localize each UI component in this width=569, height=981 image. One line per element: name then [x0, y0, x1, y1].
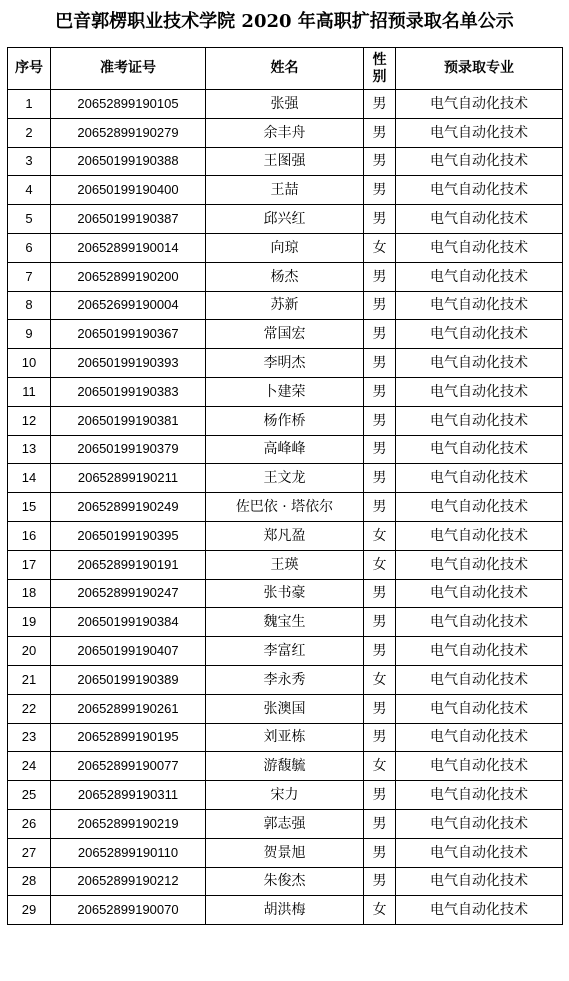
- cell-major: 电气自动化技术: [396, 205, 563, 234]
- cell-index: 6: [8, 233, 51, 262]
- cell-index: 20: [8, 637, 51, 666]
- cell-sex: 男: [364, 867, 396, 896]
- cell-exam-number: 20650199190387: [51, 205, 206, 234]
- cell-name: 高峰峰: [206, 435, 364, 464]
- cell-major: 电气自动化技术: [396, 809, 563, 838]
- cell-major: 电气自动化技术: [396, 406, 563, 435]
- cell-name: 常国宏: [206, 320, 364, 349]
- cell-index: 13: [8, 435, 51, 464]
- cell-major: 电气自动化技术: [396, 377, 563, 406]
- cell-index: 17: [8, 550, 51, 579]
- cell-exam-number: 20652899190279: [51, 118, 206, 147]
- cell-sex: 男: [364, 118, 396, 147]
- cell-name: 杨杰: [206, 262, 364, 291]
- cell-exam-number: 20652899190249: [51, 493, 206, 522]
- column-header-sex-line1: 性: [372, 51, 387, 68]
- column-header-index: 序号: [8, 48, 51, 90]
- cell-major: 电气自动化技术: [396, 665, 563, 694]
- table-row: [8, 262, 563, 291]
- cell-exam-number: 20652899190211: [51, 464, 206, 493]
- cell-index: 25: [8, 781, 51, 810]
- cell-sex: 男: [364, 176, 396, 205]
- cell-sex: 男: [364, 781, 396, 810]
- cell-index: 7: [8, 262, 51, 291]
- cell-exam-number: 20650199190381: [51, 406, 206, 435]
- cell-index: 12: [8, 406, 51, 435]
- cell-exam-number: 20650199190388: [51, 147, 206, 176]
- table-row: [8, 291, 563, 320]
- cell-exam-number: 20652899190195: [51, 723, 206, 752]
- cell-exam-number: 20652899190200: [51, 262, 206, 291]
- cell-exam-number: 20652899190070: [51, 896, 206, 925]
- column-header-major: 预录取专业: [396, 48, 563, 90]
- cell-exam-number: 20650199190400: [51, 176, 206, 205]
- table-row: [8, 781, 563, 810]
- cell-index: 1: [8, 90, 51, 119]
- cell-index: 8: [8, 291, 51, 320]
- cell-name: 朱俊杰: [206, 867, 364, 896]
- cell-major: 电气自动化技术: [396, 521, 563, 550]
- cell-exam-number: 20652899190261: [51, 694, 206, 723]
- cell-index: 9: [8, 320, 51, 349]
- cell-major: 电气自动化技术: [396, 118, 563, 147]
- column-header-exam-number: 准考证号: [51, 48, 206, 90]
- cell-exam-number: 20650199190384: [51, 608, 206, 637]
- table-row: [8, 349, 563, 378]
- table-row: [8, 665, 563, 694]
- table-row: [8, 176, 563, 205]
- table-row: [8, 521, 563, 550]
- cell-index: 22: [8, 694, 51, 723]
- table-row: [8, 435, 563, 464]
- cell-index: 19: [8, 608, 51, 637]
- table-body: [8, 90, 563, 925]
- cell-name: 李富红: [206, 637, 364, 666]
- table-row: [8, 233, 563, 262]
- cell-major: 电气自动化技术: [396, 435, 563, 464]
- cell-major: 电气自动化技术: [396, 694, 563, 723]
- cell-index: 15: [8, 493, 51, 522]
- cell-name: 卜建荣: [206, 377, 364, 406]
- table-row: [8, 406, 563, 435]
- table-row: [8, 608, 563, 637]
- cell-sex: 男: [364, 579, 396, 608]
- cell-name: 张强: [206, 90, 364, 119]
- cell-sex: 男: [364, 90, 396, 119]
- cell-sex: 女: [364, 521, 396, 550]
- table-row: [8, 550, 563, 579]
- cell-exam-number: 20652899190110: [51, 838, 206, 867]
- table-header: [8, 48, 563, 90]
- table-row: [8, 809, 563, 838]
- cell-sex: 女: [364, 233, 396, 262]
- cell-exam-number: 20652899190105: [51, 90, 206, 119]
- cell-name: 余丰舟: [206, 118, 364, 147]
- table-row: [8, 377, 563, 406]
- cell-index: 27: [8, 838, 51, 867]
- cell-index: 10: [8, 349, 51, 378]
- cell-major: 电气自动化技术: [396, 723, 563, 752]
- admission-list-table: [7, 47, 563, 925]
- cell-exam-number: 20652899190247: [51, 579, 206, 608]
- cell-index: 2: [8, 118, 51, 147]
- cell-major: 电气自动化技术: [396, 349, 563, 378]
- table-row: [8, 579, 563, 608]
- cell-major: 电气自动化技术: [396, 90, 563, 119]
- page-title: 巴音郭楞职业技术学院 2020 年高职扩招预录取名单公示: [55, 11, 514, 32]
- cell-name: 王文龙: [206, 464, 364, 493]
- table-row: [8, 493, 563, 522]
- cell-index: 18: [8, 579, 51, 608]
- table-row: [8, 752, 563, 781]
- cell-sex: 女: [364, 550, 396, 579]
- cell-name: 李永秀: [206, 665, 364, 694]
- table-row: [8, 464, 563, 493]
- cell-exam-number: 20650199190367: [51, 320, 206, 349]
- column-header-sex: [364, 48, 396, 90]
- cell-major: 电气自动化技术: [396, 233, 563, 262]
- cell-major: 电气自动化技术: [396, 579, 563, 608]
- cell-sex: 男: [364, 838, 396, 867]
- cell-sex: 女: [364, 896, 396, 925]
- cell-exam-number: 20652899190191: [51, 550, 206, 579]
- column-header-sex-line2: 别: [372, 68, 387, 85]
- cell-exam-number: 20650199190395: [51, 521, 206, 550]
- cell-major: 电气自动化技术: [396, 896, 563, 925]
- cell-exam-number: 20652899190311: [51, 781, 206, 810]
- cell-name: 张书豪: [206, 579, 364, 608]
- table-row: [8, 320, 563, 349]
- cell-name: 李明杰: [206, 349, 364, 378]
- cell-sex: 男: [364, 464, 396, 493]
- cell-major: 电气自动化技术: [396, 752, 563, 781]
- cell-major: 电气自动化技术: [396, 320, 563, 349]
- table-row: [8, 723, 563, 752]
- cell-major: 电气自动化技术: [396, 838, 563, 867]
- column-header-name: 姓名: [206, 48, 364, 90]
- cell-index: 21: [8, 665, 51, 694]
- cell-name: 苏新: [206, 291, 364, 320]
- cell-name: 向琼: [206, 233, 364, 262]
- cell-sex: 男: [364, 291, 396, 320]
- cell-major: 电气自动化技术: [396, 493, 563, 522]
- cell-index: 4: [8, 176, 51, 205]
- cell-index: 29: [8, 896, 51, 925]
- cell-name: 魏宝生: [206, 608, 364, 637]
- cell-name: 贺景旭: [206, 838, 364, 867]
- cell-sex: 男: [364, 435, 396, 464]
- cell-name: 佐巴依 · 塔依尔: [206, 493, 364, 522]
- cell-exam-number: 20650199190393: [51, 349, 206, 378]
- cell-sex: 男: [364, 262, 396, 291]
- cell-name: 宋力: [206, 781, 364, 810]
- cell-major: 电气自动化技术: [396, 291, 563, 320]
- cell-index: 26: [8, 809, 51, 838]
- cell-index: 24: [8, 752, 51, 781]
- table-row: [8, 694, 563, 723]
- cell-major: 电气自动化技术: [396, 637, 563, 666]
- table-row: [8, 205, 563, 234]
- cell-sex: 男: [364, 694, 396, 723]
- cell-exam-number: 20652899190219: [51, 809, 206, 838]
- cell-exam-number: 20650199190379: [51, 435, 206, 464]
- cell-index: 28: [8, 867, 51, 896]
- cell-index: 16: [8, 521, 51, 550]
- cell-major: 电气自动化技术: [396, 262, 563, 291]
- cell-exam-number: 20652899190077: [51, 752, 206, 781]
- cell-name: 张澳国: [206, 694, 364, 723]
- table-row: [8, 118, 563, 147]
- cell-sex: 男: [364, 809, 396, 838]
- header-row: [8, 48, 563, 90]
- cell-major: 电气自动化技术: [396, 781, 563, 810]
- table-row: [8, 90, 563, 119]
- cell-index: 14: [8, 464, 51, 493]
- cell-sex: 男: [364, 723, 396, 752]
- cell-sex: 男: [364, 205, 396, 234]
- cell-major: 电气自动化技术: [396, 550, 563, 579]
- cell-major: 电气自动化技术: [396, 608, 563, 637]
- cell-sex: 男: [364, 320, 396, 349]
- cell-name: 杨作桥: [206, 406, 364, 435]
- cell-name: 邱兴红: [206, 205, 364, 234]
- cell-sex: 男: [364, 493, 396, 522]
- cell-name: 王图强: [206, 147, 364, 176]
- cell-sex: 男: [364, 377, 396, 406]
- cell-index: 11: [8, 377, 51, 406]
- cell-index: 23: [8, 723, 51, 752]
- cell-name: 郭志强: [206, 809, 364, 838]
- table-row: [8, 867, 563, 896]
- cell-index: 3: [8, 147, 51, 176]
- cell-name: 王喆: [206, 176, 364, 205]
- cell-exam-number: 20650199190389: [51, 665, 206, 694]
- cell-major: 电气自动化技术: [396, 147, 563, 176]
- cell-name: 王瑛: [206, 550, 364, 579]
- cell-name: 刘亚栋: [206, 723, 364, 752]
- cell-sex: 女: [364, 752, 396, 781]
- cell-major: 电气自动化技术: [396, 464, 563, 493]
- cell-sex: 男: [364, 608, 396, 637]
- cell-sex: 女: [364, 665, 396, 694]
- cell-name: 游馥毓: [206, 752, 364, 781]
- cell-major: 电气自动化技术: [396, 176, 563, 205]
- cell-index: 5: [8, 205, 51, 234]
- table-row: [8, 838, 563, 867]
- table-row: [8, 637, 563, 666]
- cell-sex: 男: [364, 147, 396, 176]
- cell-name: 郑凡盈: [206, 521, 364, 550]
- cell-sex: 男: [364, 637, 396, 666]
- table-row: [8, 896, 563, 925]
- cell-major: 电气自动化技术: [396, 867, 563, 896]
- table-row: [8, 147, 563, 176]
- cell-exam-number: 20650199190383: [51, 377, 206, 406]
- cell-name: 胡洪梅: [206, 896, 364, 925]
- cell-exam-number: 20652899190212: [51, 867, 206, 896]
- cell-sex: 男: [364, 406, 396, 435]
- cell-exam-number: 20652899190014: [51, 233, 206, 262]
- cell-exam-number: 20652699190004: [51, 291, 206, 320]
- cell-exam-number: 20650199190407: [51, 637, 206, 666]
- cell-sex: 男: [364, 349, 396, 378]
